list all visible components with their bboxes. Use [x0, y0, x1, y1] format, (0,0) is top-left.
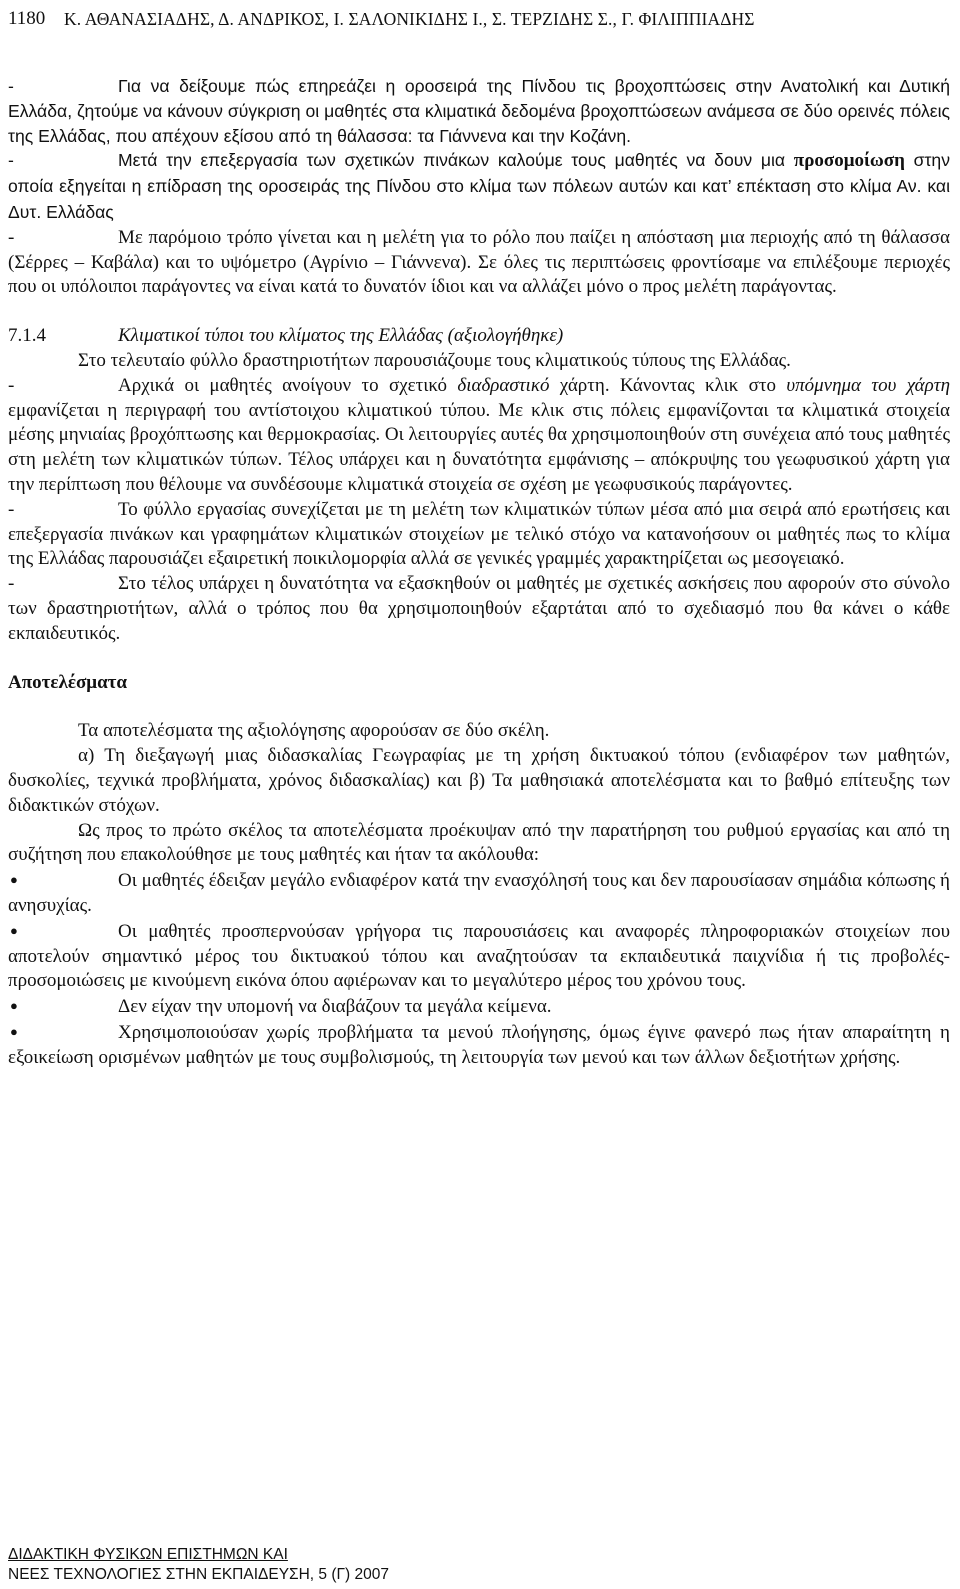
paragraph-pindos-rainfall [8, 74, 950, 148]
running-header [8, 8, 950, 34]
bullet-text: Χρησιμοποιούσαν χωρίς προβλήματα τα μενού πλοήγησης, όμως έγινε φανερό πως ήταν απαραίτητη η εξοικείωση ορισμένων μαθητών με τους συμβολισμούς, τη λειτουργία των μενού και των άλλων δεξιοτήτων χρήσης. [8, 1021, 950, 1068]
italic-term: διαδραστικό [457, 374, 550, 396]
results-first-part: Ως προς το πρώτο σκέλος τα αποτελέσματα προέκυψαν από την παρατήρηση του ρυθμού εργασίας και από τη συζήτηση που επακολούθησε με τους μαθητές και ήταν τα ακόλουθα: [8, 819, 950, 866]
dash-marker: - [8, 498, 15, 520]
bullet-text: Οι μαθητές προσπερνούσαν γρήγορα τις παρουσιάσεις και αναφορές πληροφοριακών στοιχείων που αποτελούν σημαντικό μέρος του δικτυακού τόπου και αναζητούσαν τα εκπαιδευτικά παιχνίδια ή τις προβολές-προσομοιώσεις με κινούμενη εικόνα όπου αφιέρωναν και το μεγαλύτερο μέρος του χρόνου τους. [8, 920, 950, 992]
results-heading-text: Αποτελέσματα [8, 671, 128, 693]
bullet-item [8, 919, 950, 994]
spacer [8, 647, 950, 671]
footer-journal-line2: ΝΕΕΣ ΤΕΧΝΟΛΟΓΙΕΣ ΣΤΗΝ ΕΚΠΑΙΔΕΥΣΗ, 5 (Γ) 2007 [8, 1566, 389, 1583]
paragraph-text: Μετά την επεξεργασία των σχετικών πινάκων καλούμε τους μαθητές να δουν μια [118, 150, 794, 171]
paragraph-text: Στο τέλος υπάρχει η δυνατότητα να εξασκηθούν οι μαθητές με σχετικές ασκήσεις που αφορούν στο σύνολο των δραστηριοτήτων, αλλά ο τρόπος που θα χρησιμοποιηθούν εξαρτάται από το σχεδιασμό που θα κάνει ο κάθε εκπαιδευτικός. [8, 573, 950, 644]
results-heading [8, 671, 950, 696]
dash-marker: - [8, 76, 14, 96]
dash-marker: - [8, 573, 15, 595]
dash-marker: - [8, 226, 15, 248]
paragraph-text: Αρχικά οι μαθητές ανοίγουν το σχετικό [118, 374, 458, 396]
bullet-icon [8, 919, 118, 945]
paragraph-text: Το φύλλο εργασίας συνεχίζεται με τη μελέτη των κλιματικών τύπων μέσα από μια σειρά από ερωτήσεις και επεξεργασία πινάκων και γραφημάτων κλιματικών στοιχείων με τελικό στόχο να κατανοήσουν οι μαθητές πως το κλίμα της Ελλάδας παρουσιάζει εξαιρετική ποικιλομορφία αλλά σε γενικές γραμμές χαρακτηρίζεται ως μεσογειακό. [8, 498, 950, 570]
italic-term: υπόμνημα του χάρτη [786, 374, 950, 396]
bullet-text: Οι μαθητές έδειξαν μεγάλο ενδιαφέρον κατά την ενασχόλησή τους και δεν παρουσίασαν σημάδια κόπωσης ή ανησυχίας. [8, 870, 950, 916]
header-authors: Κ. ΑΘΑΝΑΣΙΑΔΗΣ, Δ. ΑΝΔΡΙΚΟΣ, Ι. ΣΑΛΟΝΙΚΙΔΗΣ Ι., Σ. ΤΕΡΖΙΔΗΣ Σ., Γ. ΦΙΛΙΠΠΙΑΔΗΣ [64, 9, 755, 29]
dash-marker: - [8, 150, 14, 171]
bold-term: προσομοίωση [793, 150, 905, 172]
paragraph-text: Για να δείξουμε πώς επηρεάζει η οροσειρά της Πίνδου τις βροχοπτώσεις στην Ανατολική και Δυτική Ελλάδα, ζητούμε να κάνουν σύγκριση οι μαθητές στα κλιματικά δεδομένα βροχοπτώσεων ανάμεσα σε δύο ορεινές πόλεις της Ελλάδας, που απέχουν εξίσου από τη θάλασσα: τα Γιάννενα και την Κοζάνη. [8, 76, 950, 146]
spacer [8, 695, 950, 719]
paragraph-exercises [8, 572, 950, 646]
bullet-item [8, 868, 950, 919]
page-number: 1180 [8, 8, 46, 29]
bullet-icon [8, 994, 118, 1020]
section-number: 7.1.4 [8, 325, 46, 347]
results-intro: Τα αποτελέσματα της αξιολόγησης αφορούσαν σε δύο σκέλη. [78, 720, 550, 742]
paragraph-text: εμφανίζεται η περιγραφή του αντίστοιχου κλιματικού τύπου. Με κλικ στις πόλεις εμφανίζονται τα κλιματικά στοιχεία μέσης μηνιαίας βροχόπτωσης και θερμοκρασίας. Οι λειτουργίες αυτές θα χρησιμοποιηθούν στη συνέχεια από τους μαθητές στη μελέτη των κλιματικών τύπων. Τέλος υπάρχει και η δυνατότητα εμφάνισης – απόκρυψης του γεωφυσικού χάρτη για την περίπτωση που θέλουμε να συνδέσουμε κλιματικά στοιχεία σε σχέση με γεωφυσικούς παράγοντες. [8, 399, 950, 495]
section-intro: Στο τελευταίο φύλλο δραστηριοτήτων παρουσιάζουμε τους κλιματικούς τύπους της Ελλάδας. [78, 349, 791, 371]
bullet-item [8, 1020, 950, 1071]
bullet-text: Δεν είχαν την υπομονή να διαβάζουν τα μεγάλα κείμενα. [118, 996, 552, 1018]
results-parts: α) Τη διεξαγωγή μιας διδασκαλίας Γεωγραφίας με τη χρήση δικτυακού τόπου (ενδιαφέρον των μαθητών, δυσκολίες, τεχνικά προβλήματα, χρόνος διδασκαλίας) και β) Τα μαθησιακά αποτελέσματα και το βαθμό επίτευξης των διδακτικών στόχων. [8, 745, 950, 816]
article-body [8, 74, 950, 1070]
section-title: Κλιματικοί τύποι του κλίματος της Ελλάδας (αξιολογήθηκε) [118, 325, 564, 347]
footer-journal-line1: ΔΙΔΑΚΤΙΚΗ ΦΥΣΙΚΩΝ ΕΠΙΣΤΗΜΩΝ ΚΑΙ [8, 1546, 288, 1563]
paragraph-text: στην οποία εξηγείται η επίδραση της οροσειράς της Πίνδου στο κλίμα των πόλεων αυτών και κατ’ επέκταση στο κλίμα Αν. και Δυτ. Ελλάδας [8, 150, 950, 222]
section-heading [8, 324, 950, 349]
dash-marker: - [8, 374, 15, 396]
paragraph-interactive-map [8, 374, 950, 498]
bullet-icon [8, 1020, 118, 1046]
paragraph-text: χάρτη. Κάνοντας κλικ στο [549, 374, 787, 396]
bullet-icon [8, 868, 118, 894]
running-footer [8, 1545, 389, 1585]
paragraph-distance-altitude [8, 226, 950, 300]
paragraph-text: Με παρόμοιο τρόπο γίνεται και η μελέτη για το ρόλο που παίζει η απόσταση μια περιοχής από τη θάλασσα (Σέρρες – Καβάλα) και το υψόμετρο (Αγρίνιο – Γιάννενα). Σε όλες τις περιπτώσεις φροντίσαμε να επιλέξουμε περιοχές που οι υπόλοιποι παράγοντες να είναι κατά το δυνατόν ίδιοι και να αλλάζει μόνο ο προς μελέτη παράγοντας. [8, 226, 950, 298]
paragraph-simulation [8, 148, 950, 225]
bullet-item [8, 994, 950, 1020]
paragraph-worksheet [8, 498, 950, 572]
spacer [8, 300, 950, 324]
